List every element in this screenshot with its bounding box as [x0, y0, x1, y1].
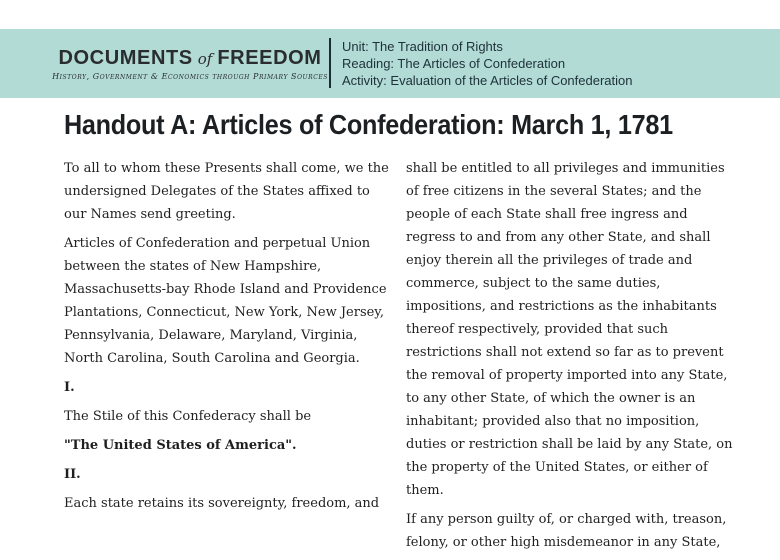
- course-info-reading: Reading: The Articles of Confederation: [342, 56, 566, 71]
- header-band: [0, 29, 780, 98]
- course-info-unit: Unit: The Tradition of Rights: [342, 39, 503, 54]
- paragraph-usa-name: "The United States of America".: [64, 438, 297, 453]
- paragraph-stile: The Stile of this Confederacy shall be: [64, 409, 312, 424]
- paragraph-union-states: Articles of Confederation and perpetual Union between the states of New Hampshire, Massachusetts-bay Rhode Island and Providence Plantations, Connecticut, New York, New Jersey, Pennsylvania, Delaware, Maryland, Virginia, North Carolina, South Carolina and Georgia.: [64, 236, 387, 366]
- paragraph-privileges: shall be entitled to all privileges and immunities of free citizens in the several States; and the people of each State shall free ingress and regress to and from any other State, and shall enjoy therein all the privileges of trade and commerce, subject to the same duties, impositions, and restrictions as the inhabitants thereof respectively, provided that such restrictions shall not extend so far as to prevent the removal of property imported into any State, to any other State, of which the owner is an inhabitant; provided also that no imposition, duties or restriction shall be laid by any State, on the property of the United States, or either of them.: [406, 161, 733, 498]
- logo-word-freedom: FREEDOM: [217, 46, 322, 69]
- logo-tagline: History, Government & Economics through Primary Sources: [52, 71, 328, 81]
- header-divider: [329, 38, 331, 88]
- logo-word-of: of: [197, 49, 213, 68]
- paragraph-treason: If any person guilty of, or charged with, treason, felony, or other high misdemeanor in any State,: [406, 512, 727, 550]
- logo-word-documents: DOCUMENTS: [58, 46, 193, 69]
- article-numeral-2: II.: [64, 467, 81, 482]
- paragraph-sovereignty: Each state retains its sovereignty, freedom, and: [64, 496, 380, 511]
- documents-of-freedom-logo: [52, 29, 328, 98]
- logo-wordmark: [58, 47, 321, 70]
- page-title: Handout A: Articles of Confederation: March 1, 1781: [64, 109, 673, 140]
- paragraph-preamble: To all to whom these Presents shall come, we the undersigned Delegates of the States affixed to our Names send greeting.: [64, 161, 389, 222]
- course-info: [342, 38, 633, 89]
- article-numeral-1: I.: [64, 380, 75, 395]
- course-info-activity: Activity: Evaluation of the Articles of Confederation: [342, 73, 633, 88]
